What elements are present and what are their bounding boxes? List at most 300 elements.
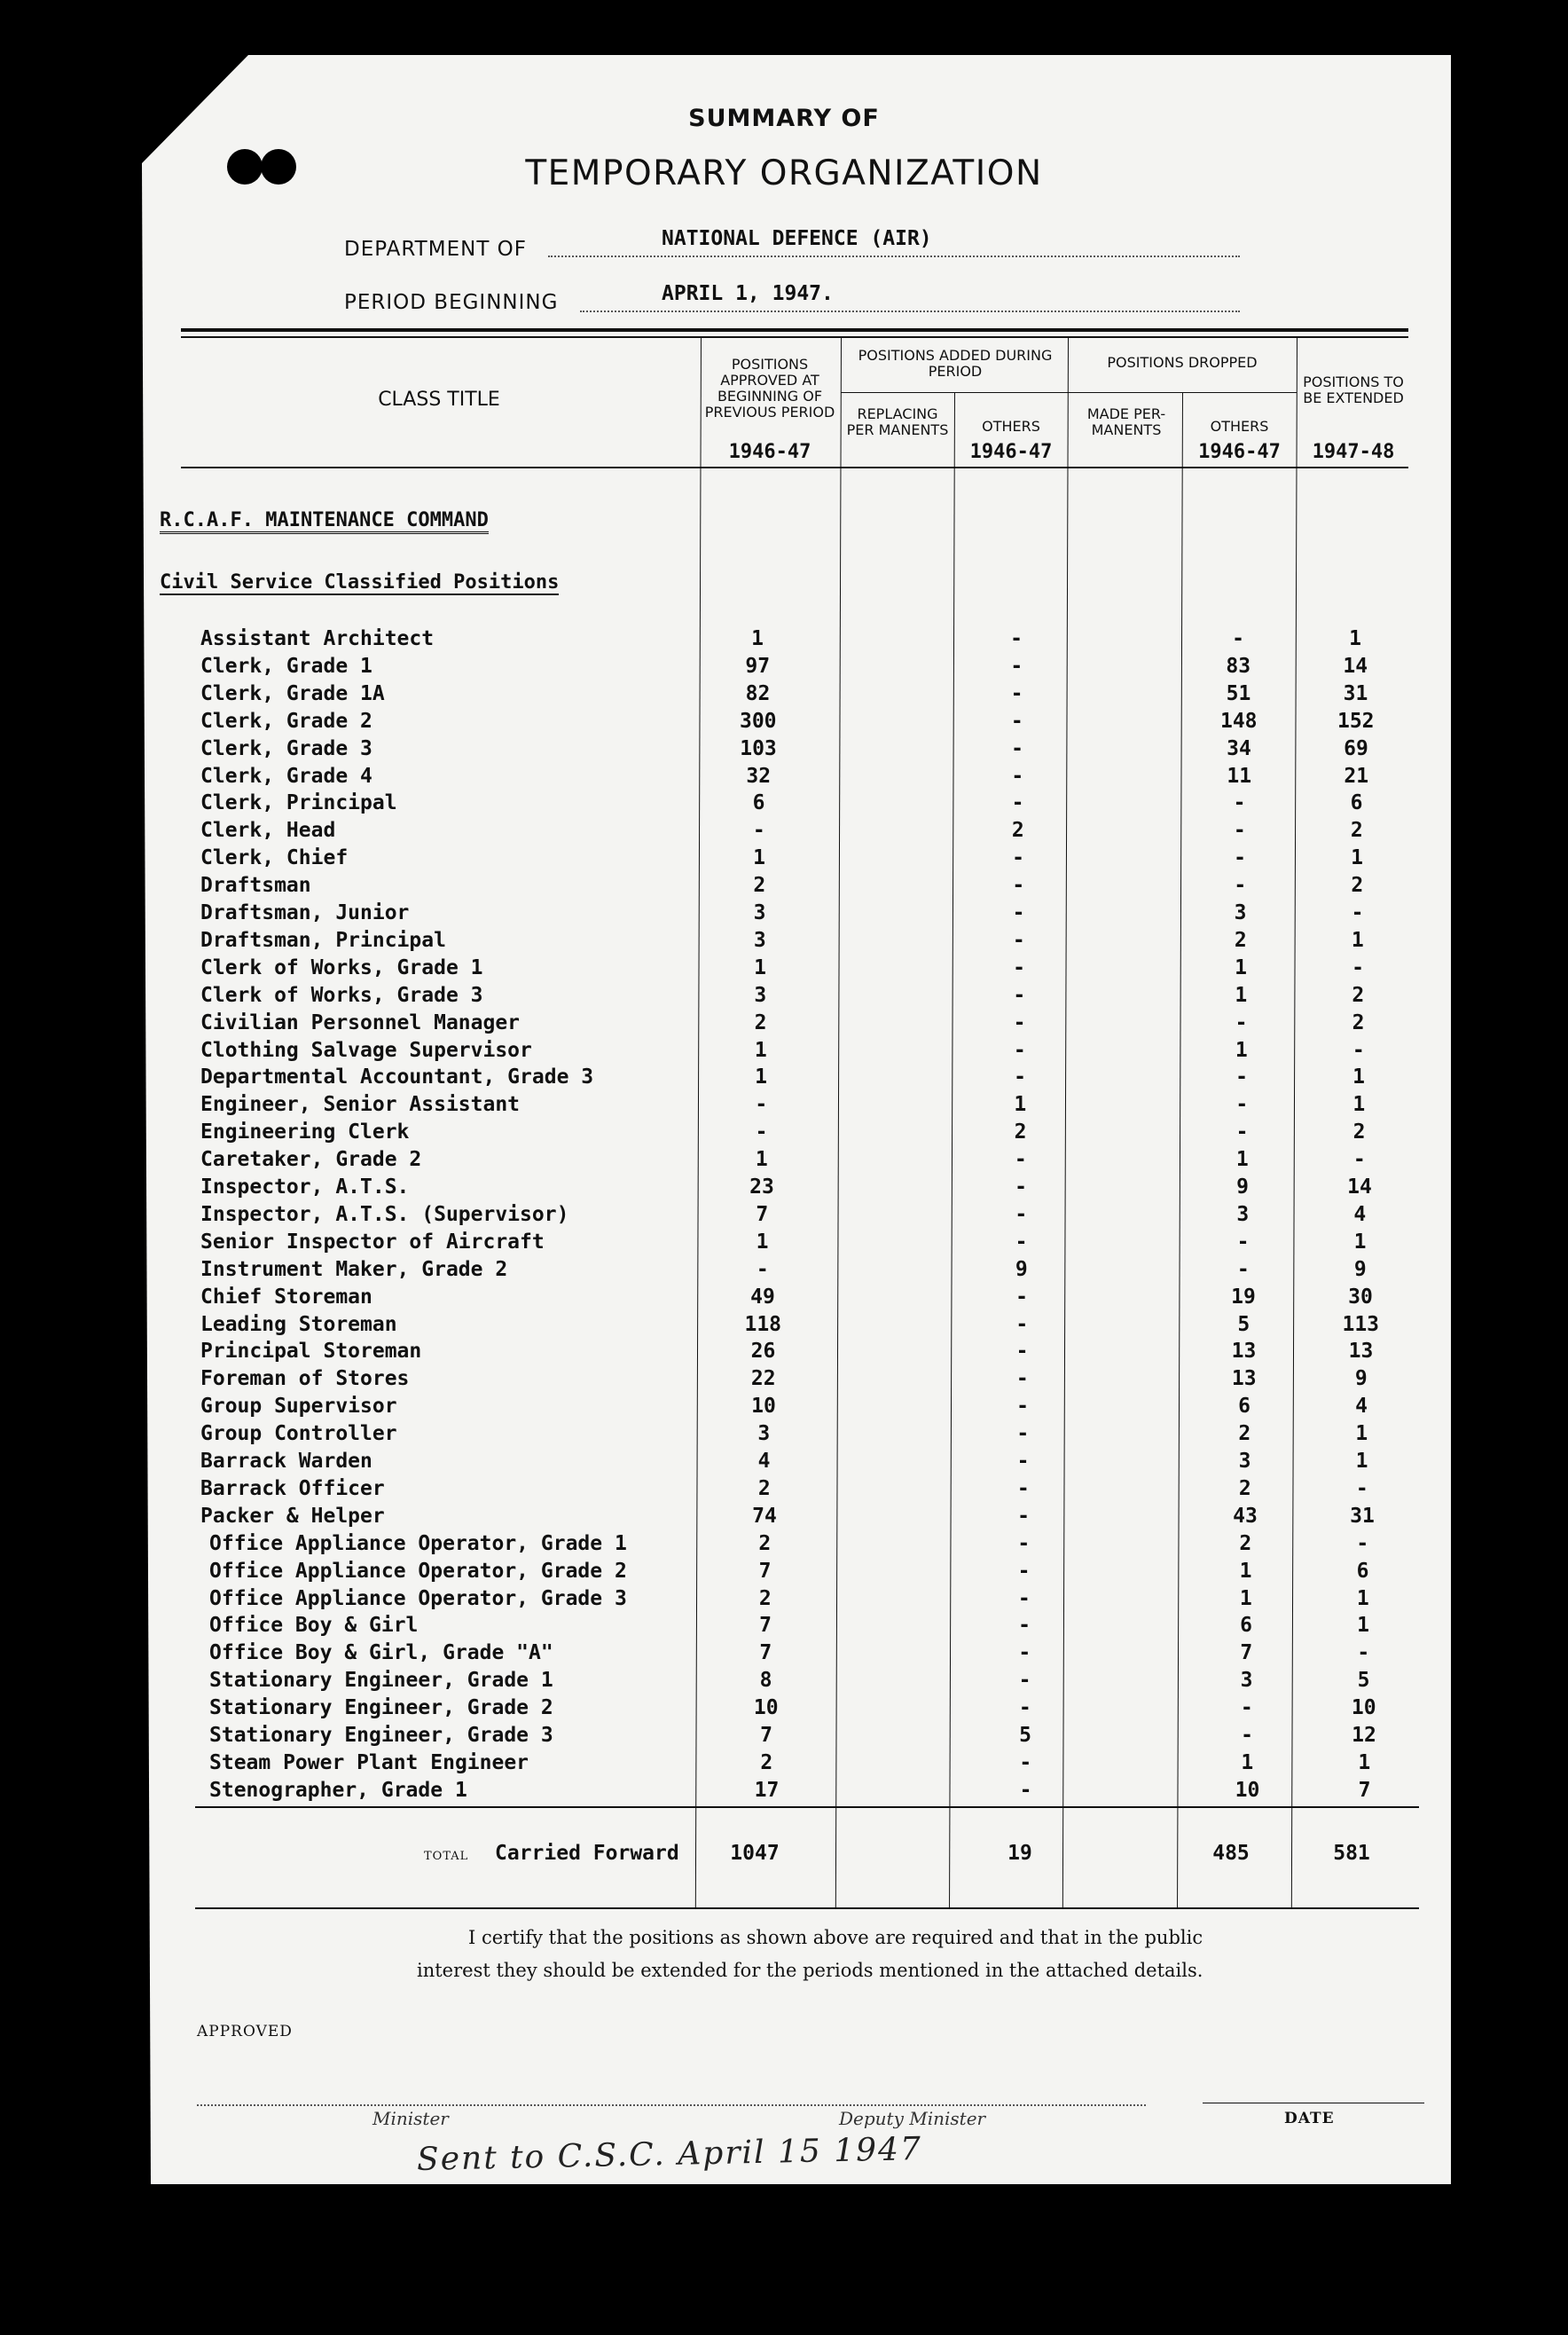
cell-class-title: Group Controller <box>200 1422 397 1446</box>
cell-extended: 1 <box>1351 928 1364 952</box>
cell-extended: 10 <box>1351 1696 1376 1720</box>
cell-approved: 2 <box>760 1750 773 1774</box>
cell-dropped-others: 10 <box>1235 1778 1260 1802</box>
cell-class-title: Departmental Accountant, Grade 3 <box>200 1065 594 1089</box>
cell-approved: 2 <box>758 1586 772 1610</box>
cell-dropped-others: 3 <box>1240 1669 1253 1693</box>
cell-added-others: - <box>1016 1450 1030 1473</box>
cell-class-title: Clerk, Grade 3 <box>200 736 372 760</box>
cell-class-title: Clerk, Principal <box>200 791 397 815</box>
table-row <box>0 1037 1568 1065</box>
cell-extended: - <box>1352 1038 1365 1062</box>
table-row <box>0 1365 1568 1393</box>
cell-approved: 2 <box>753 874 766 898</box>
cell-dropped-others: - <box>1240 1696 1253 1720</box>
cell-extended: 4 <box>1355 1395 1368 1419</box>
table-row <box>0 1146 1568 1174</box>
cell-added-others: - <box>1015 1367 1029 1391</box>
table-row <box>0 735 1568 763</box>
column-header-approved-year: 1946-47 <box>728 441 811 463</box>
cell-extended: 152 <box>1337 709 1375 733</box>
cell-extended: 1 <box>1355 1422 1368 1446</box>
table-row <box>0 1475 1568 1503</box>
cell-added-others: - <box>1010 654 1023 678</box>
cell-class-title: Inspector, A.T.S. (Supervisor) <box>200 1202 569 1226</box>
cell-dropped-others: 34 <box>1227 736 1251 760</box>
cell-dropped-others: 1 <box>1235 1038 1248 1062</box>
table-row <box>0 1530 1568 1558</box>
cell-dropped-others: 2 <box>1234 928 1247 952</box>
table-row <box>0 1448 1568 1475</box>
table-row <box>0 817 1568 845</box>
table-row <box>0 1201 1568 1229</box>
cell-dropped-others: 51 <box>1226 681 1251 705</box>
cell-added-others: - <box>1013 983 1026 1007</box>
department-label: DEPARTMENT OF <box>344 238 528 261</box>
cell-class-title: Group Supervisor <box>200 1395 397 1419</box>
column-header-dropped-others: OTHERS <box>1210 418 1269 435</box>
cell-extended: 1 <box>1356 1586 1369 1610</box>
cell-added-others: - <box>1013 1038 1026 1062</box>
cell-approved: 82 <box>745 681 771 705</box>
cell-added-others: - <box>1012 846 1024 870</box>
total-dropped-others: 485 <box>1212 1842 1250 1865</box>
cell-dropped-others: 1 <box>1235 983 1248 1007</box>
cell-extended: 1 <box>1352 1065 1365 1089</box>
cell-added-others: - <box>1016 1422 1030 1446</box>
cell-approved: 7 <box>758 1559 772 1583</box>
cell-class-title: Chief Storeman <box>200 1285 372 1309</box>
cell-added-others: - <box>1017 1504 1030 1528</box>
cell-approved: 74 <box>752 1504 777 1528</box>
cell-dropped-others: 3 <box>1238 1450 1251 1473</box>
table-row <box>0 680 1568 708</box>
table-row <box>0 1174 1568 1201</box>
cell-extended: 1 <box>1351 846 1363 870</box>
cell-dropped-others: 5 <box>1237 1312 1250 1336</box>
cell-extended: 14 <box>1343 654 1368 678</box>
cell-dropped-others: 148 <box>1219 709 1258 733</box>
cell-class-title: Principal Storeman <box>200 1340 422 1364</box>
table-row <box>0 1311 1568 1339</box>
cell-class-title: Clerk, Chief <box>200 846 349 870</box>
group-divider-rule <box>841 392 1297 393</box>
total-added-others: 19 <box>1007 1842 1032 1865</box>
certification-text: I certify that the positions as shown above are required and that in the public interest they should be extended for the periods mentioned in the attached details. <box>417 1927 1203 1981</box>
column-header-extended: POSITIONS TO BE EXTENDED <box>1303 373 1404 406</box>
total-bottom-rule <box>195 1907 1419 1909</box>
cell-approved: 7 <box>759 1641 772 1665</box>
table-row <box>0 1639 1568 1667</box>
table-top-rule <box>181 328 1408 332</box>
cell-class-title: Engineering Clerk <box>200 1120 410 1144</box>
cell-approved: 49 <box>750 1285 775 1309</box>
cell-approved: 1 <box>755 1065 767 1089</box>
cell-added-others: - <box>1019 1778 1032 1802</box>
cell-extended: 2 <box>1352 1120 1366 1144</box>
table-row <box>0 955 1568 982</box>
cell-class-title: Civilian Personnel Manager <box>200 1010 521 1034</box>
table-row <box>0 1284 1568 1311</box>
table-top-rule-thin <box>181 336 1408 338</box>
cell-extended: 69 <box>1344 736 1368 760</box>
total-top-rule <box>195 1806 1419 1808</box>
cell-approved: 3 <box>757 1422 771 1446</box>
cell-class-title: Senior Inspector of Aircraft <box>200 1230 545 1254</box>
cell-added-others: - <box>1014 1065 1026 1089</box>
cell-approved: 10 <box>753 1696 779 1720</box>
cell-dropped-others: - <box>1232 627 1244 650</box>
period-value: APRIL 1, 1947. <box>662 282 834 305</box>
date-label: DATE <box>1284 2110 1335 2127</box>
cell-added-others: - <box>1015 1230 1028 1254</box>
cell-approved: 1 <box>751 627 764 650</box>
cell-added-others: 9 <box>1015 1257 1028 1281</box>
cell-class-title: Clerk, Grade 2 <box>200 709 372 733</box>
cell-extended: 2 <box>1351 874 1364 898</box>
header-bottom-rule <box>181 467 1408 468</box>
period-dotted-line <box>580 311 1240 312</box>
cell-class-title: Office Appliance Operator, Grade 1 <box>209 1531 627 1555</box>
cell-added-others: - <box>1015 1312 1029 1336</box>
cell-extended: 5 <box>1357 1669 1370 1693</box>
deputy-minister-label: Deputy Minister <box>839 2108 986 2129</box>
handwritten-note: Sent to C.S.C. April 15 1947 <box>416 2131 923 2178</box>
cell-class-title: Draftsman, Junior <box>200 901 410 924</box>
cell-approved: 4 <box>757 1450 771 1473</box>
cell-approved: 1 <box>753 846 765 870</box>
table-row <box>0 653 1568 680</box>
period-label: PERIOD BEGINNING <box>344 291 559 314</box>
cell-added-others: - <box>1011 736 1023 760</box>
cell-dropped-others: 9 <box>1236 1175 1249 1199</box>
cell-dropped-others: 6 <box>1240 1614 1252 1638</box>
cell-dropped-others: 1 <box>1239 1586 1252 1610</box>
table-row <box>0 790 1568 817</box>
table-row <box>0 1694 1568 1722</box>
column-header-extended-year: 1947-48 <box>1312 441 1395 463</box>
cell-class-title: Stationary Engineer, Grade 3 <box>209 1724 553 1747</box>
cell-extended: - <box>1356 1531 1369 1555</box>
cell-class-title: Office Appliance Operator, Grade 3 <box>209 1586 627 1610</box>
cell-class-title: Instrument Maker, Grade 2 <box>200 1257 508 1281</box>
column-header-dropped-others-year: 1946-47 <box>1198 441 1281 463</box>
cell-class-title: Stationary Engineer, Grade 2 <box>209 1696 553 1720</box>
cell-extended: 7 <box>1358 1778 1371 1802</box>
total-title: Carried Forward <box>495 1842 679 1865</box>
cell-extended: 1 <box>1353 1230 1367 1254</box>
cell-dropped-others: - <box>1235 1120 1249 1144</box>
cell-approved: 1 <box>754 955 766 979</box>
approved-label: APPROVED <box>197 2023 293 2040</box>
cell-added-others: - <box>1010 681 1023 705</box>
column-header-added-group: POSITIONS ADDED DURING PERIOD <box>858 347 1053 380</box>
column-header-made-permanents: MADE PER- MANENTS <box>1086 405 1166 438</box>
cell-approved: 103 <box>740 736 777 760</box>
cell-dropped-others: 11 <box>1227 764 1252 788</box>
cell-extended: 9 <box>1354 1367 1368 1391</box>
cell-dropped-others: 83 <box>1226 654 1251 678</box>
cell-dropped-others: 43 <box>1233 1504 1258 1528</box>
table-row <box>0 1722 1568 1749</box>
cell-extended: 2 <box>1352 983 1365 1007</box>
cell-class-title: Engineer, Senior Assistant <box>200 1093 521 1117</box>
cell-dropped-others: 7 <box>1240 1641 1253 1665</box>
total-extended: 581 <box>1333 1842 1370 1865</box>
cell-dropped-others: - <box>1235 1065 1248 1089</box>
cell-class-title: Office Boy & Girl <box>209 1614 419 1638</box>
cell-dropped-others: 1 <box>1239 1559 1252 1583</box>
column-header-approved: POSITIONS APPROVED AT BEGINNING OF PREVIOUS PERIOD <box>704 356 835 421</box>
cell-approved: - <box>755 1120 768 1144</box>
cell-dropped-others: - <box>1236 1230 1250 1254</box>
cell-added-others: - <box>1015 1175 1027 1199</box>
table-row <box>0 1064 1568 1091</box>
cell-added-others: - <box>1011 791 1024 815</box>
cell-dropped-others: 1 <box>1241 1750 1254 1774</box>
table-row <box>0 1667 1568 1694</box>
cell-class-title: Barrack Officer <box>200 1476 385 1500</box>
cell-extended: 2 <box>1352 1010 1365 1034</box>
cell-class-title: Steam Power Plant Engineer <box>209 1750 529 1774</box>
cell-extended: 1 <box>1357 1614 1369 1638</box>
cell-extended: 2 <box>1350 819 1363 843</box>
column-header-added-others: OTHERS <box>982 418 1040 435</box>
cell-class-title: Assistant Architect <box>200 627 435 650</box>
heading-summary-of: SUMMARY OF <box>688 105 880 132</box>
cell-extended: - <box>1355 1476 1368 1500</box>
cell-dropped-others: 1 <box>1235 955 1247 979</box>
section-subsection: Civil Service Classified Positions <box>160 571 560 594</box>
table-row <box>0 1503 1568 1530</box>
table-row <box>0 845 1568 872</box>
cell-added-others: - <box>1015 1340 1029 1364</box>
cell-class-title: Stationary Engineer, Grade 1 <box>209 1669 553 1693</box>
cell-extended: 4 <box>1353 1202 1367 1226</box>
cell-extended: - <box>1351 901 1364 924</box>
table-row <box>0 1119 1568 1146</box>
cell-added-others: - <box>1013 1010 1026 1034</box>
cell-dropped-others: 13 <box>1231 1340 1257 1364</box>
cell-class-title: Clerk, Grade 1A <box>200 681 385 705</box>
cell-approved: 8 <box>759 1669 772 1693</box>
cell-class-title: Leading Storeman <box>200 1312 397 1336</box>
cell-class-title: Clerk, Grade 1 <box>200 654 372 678</box>
cell-approved: 1 <box>756 1230 769 1254</box>
cell-added-others: - <box>1010 709 1023 733</box>
cell-dropped-others: 2 <box>1239 1531 1252 1555</box>
cell-class-title: Draftsman <box>200 874 311 898</box>
minister-label: Minister <box>372 2108 449 2129</box>
cell-class-title: Clerk, Grade 4 <box>200 764 372 788</box>
column-header-added-others-year: 1946-47 <box>969 441 1053 463</box>
column-header-replacing: REPLACING PER MANENTS <box>846 405 949 438</box>
cell-approved: 2 <box>758 1531 772 1555</box>
cell-dropped-others: - <box>1236 1257 1250 1281</box>
cell-dropped-others: 2 <box>1238 1422 1251 1446</box>
table-row <box>0 1749 1568 1777</box>
table-row <box>0 1229 1568 1256</box>
cell-added-others: - <box>1017 1531 1031 1555</box>
cell-approved: 23 <box>749 1175 774 1199</box>
table-row <box>0 1585 1568 1613</box>
column-header-class-title: CLASS TITLE <box>378 389 500 411</box>
cell-extended: 6 <box>1350 791 1363 815</box>
cell-added-others: - <box>1015 1285 1028 1309</box>
cell-added-others: - <box>1011 764 1024 788</box>
cell-dropped-others: 3 <box>1234 901 1247 924</box>
cell-approved: 22 <box>750 1367 776 1391</box>
cell-dropped-others: 19 <box>1231 1285 1256 1309</box>
table-row <box>0 1420 1568 1448</box>
table-row <box>0 900 1568 927</box>
cell-added-others: 2 <box>1011 819 1024 843</box>
section-command: R.C.A.F. MAINTENANCE COMMAND <box>160 509 489 534</box>
cell-approved: 2 <box>757 1476 771 1500</box>
department-value: NATIONAL DEFENCE (AIR) <box>662 227 932 250</box>
cell-extended: 30 <box>1348 1285 1373 1309</box>
cell-approved: 118 <box>744 1312 782 1336</box>
cell-approved: - <box>752 819 765 843</box>
cell-dropped-others: 1 <box>1235 1148 1249 1172</box>
cell-approved: 1 <box>754 1038 767 1062</box>
cell-approved: 7 <box>756 1202 769 1226</box>
cell-approved: 3 <box>753 901 766 924</box>
table-row <box>0 708 1568 735</box>
cell-added-others: - <box>1012 928 1025 952</box>
department-dotted-line <box>548 256 1240 257</box>
cell-extended: 31 <box>1343 681 1368 705</box>
cell-class-title: Office Boy & Girl, Grade "A" <box>209 1641 553 1665</box>
cell-approved: 17 <box>754 1778 780 1802</box>
cell-class-title: Office Appliance Operator, Grade 2 <box>209 1559 627 1583</box>
cell-dropped-others: - <box>1235 1010 1248 1034</box>
cell-added-others: - <box>1012 874 1025 898</box>
cell-approved: 7 <box>760 1724 772 1747</box>
cell-class-title: Draftsman, Principal <box>200 928 446 952</box>
cell-approved: - <box>756 1257 769 1281</box>
cell-added-others: 5 <box>1019 1724 1031 1747</box>
column-header-dropped-group: POSITIONS DROPPED <box>1107 354 1258 371</box>
cell-class-title: Clothing Salvage Supervisor <box>200 1038 532 1062</box>
cell-dropped-others: - <box>1234 846 1246 870</box>
cell-dropped-others: - <box>1235 1093 1249 1117</box>
cell-added-others: - <box>1010 627 1023 650</box>
cell-dropped-others: 3 <box>1236 1202 1250 1226</box>
cell-added-others: - <box>1017 1559 1031 1583</box>
cell-approved: 6 <box>752 791 765 815</box>
cell-extended: 1 <box>1355 1450 1368 1473</box>
cell-extended: 14 <box>1347 1175 1372 1199</box>
table-row <box>0 763 1568 790</box>
cell-class-title: Packer & Helper <box>200 1504 385 1528</box>
cell-extended: 31 <box>1350 1504 1375 1528</box>
cell-approved: - <box>755 1093 768 1117</box>
cell-extended: - <box>1357 1641 1370 1665</box>
cell-added-others: - <box>1015 1202 1028 1226</box>
cell-approved: 26 <box>750 1340 776 1364</box>
cell-class-title: Clerk of Works, Grade 3 <box>200 983 483 1007</box>
cell-approved: 1 <box>755 1148 768 1172</box>
cell-dropped-others: 6 <box>1238 1395 1250 1419</box>
cell-added-others: - <box>1018 1614 1031 1638</box>
cell-approved: 10 <box>751 1395 776 1419</box>
cell-class-title: Clerk of Works, Grade 1 <box>200 955 483 979</box>
cell-dropped-others: 2 <box>1238 1476 1251 1500</box>
cell-added-others: - <box>1018 1669 1031 1693</box>
table-row <box>0 927 1568 955</box>
cell-approved: 7 <box>759 1614 772 1638</box>
cell-extended: - <box>1352 955 1364 979</box>
cell-added-others: - <box>1014 1148 1027 1172</box>
cell-dropped-others: - <box>1234 874 1247 898</box>
table-row <box>0 982 1568 1010</box>
cell-class-title: Barrack Warden <box>200 1450 372 1473</box>
table-row <box>0 1612 1568 1639</box>
total-approved: 1047 <box>730 1842 780 1865</box>
cell-added-others: - <box>1012 901 1025 924</box>
cell-approved: 32 <box>746 764 772 788</box>
cell-added-others: - <box>1019 1750 1032 1774</box>
cell-class-title: Clerk, Head <box>200 819 336 843</box>
cell-added-others: - <box>1016 1395 1029 1419</box>
cell-extended: 113 <box>1342 1312 1380 1336</box>
table-row <box>0 1393 1568 1420</box>
cell-extended: 13 <box>1348 1340 1374 1364</box>
cell-extended: 1 <box>1349 627 1361 650</box>
minister-signature-line <box>197 2104 1146 2106</box>
cell-dropped-others: - <box>1233 791 1246 815</box>
cell-approved: 3 <box>754 983 767 1007</box>
table-row <box>0 1010 1568 1037</box>
cell-extended: 1 <box>1352 1093 1366 1117</box>
cell-class-title: Inspector, A.T.S. <box>200 1175 410 1199</box>
heading-temporary-organization: TEMPORARY ORGANIZATION <box>525 153 1043 193</box>
cell-added-others: - <box>1017 1586 1031 1610</box>
cell-extended: 9 <box>1353 1257 1367 1281</box>
cell-extended: - <box>1352 1148 1366 1172</box>
cell-extended: 21 <box>1344 764 1369 788</box>
cell-extended: 6 <box>1356 1559 1369 1583</box>
cell-added-others: - <box>1018 1696 1031 1720</box>
cell-class-title: Caretaker, Grade 2 <box>200 1148 422 1172</box>
table-row <box>0 1777 1568 1804</box>
cell-class-title: Stenographer, Grade 1 <box>209 1778 467 1802</box>
cell-approved: 2 <box>754 1010 767 1034</box>
cell-dropped-others: - <box>1241 1724 1253 1747</box>
cell-added-others: 1 <box>1014 1093 1027 1117</box>
cell-class-title: Foreman of Stores <box>200 1367 410 1391</box>
table-row <box>0 625 1568 653</box>
table-row <box>0 1091 1568 1119</box>
cell-approved: 300 <box>739 709 777 733</box>
cell-added-others: 2 <box>1014 1120 1027 1144</box>
cell-added-others: - <box>1013 955 1025 979</box>
table-row <box>0 872 1568 900</box>
cell-approved: 97 <box>745 654 771 678</box>
total-label: TOTAL <box>424 1850 469 1863</box>
cell-extended: 1 <box>1358 1750 1371 1774</box>
table-row <box>0 1256 1568 1284</box>
cell-added-others: - <box>1018 1641 1031 1665</box>
cell-added-others: - <box>1016 1476 1030 1500</box>
cell-dropped-others: - <box>1233 819 1246 843</box>
table-row <box>0 1558 1568 1585</box>
cell-approved: 3 <box>753 928 766 952</box>
cell-extended: 12 <box>1352 1724 1376 1747</box>
cell-dropped-others: 13 <box>1231 1367 1257 1391</box>
table-row <box>0 1338 1568 1365</box>
